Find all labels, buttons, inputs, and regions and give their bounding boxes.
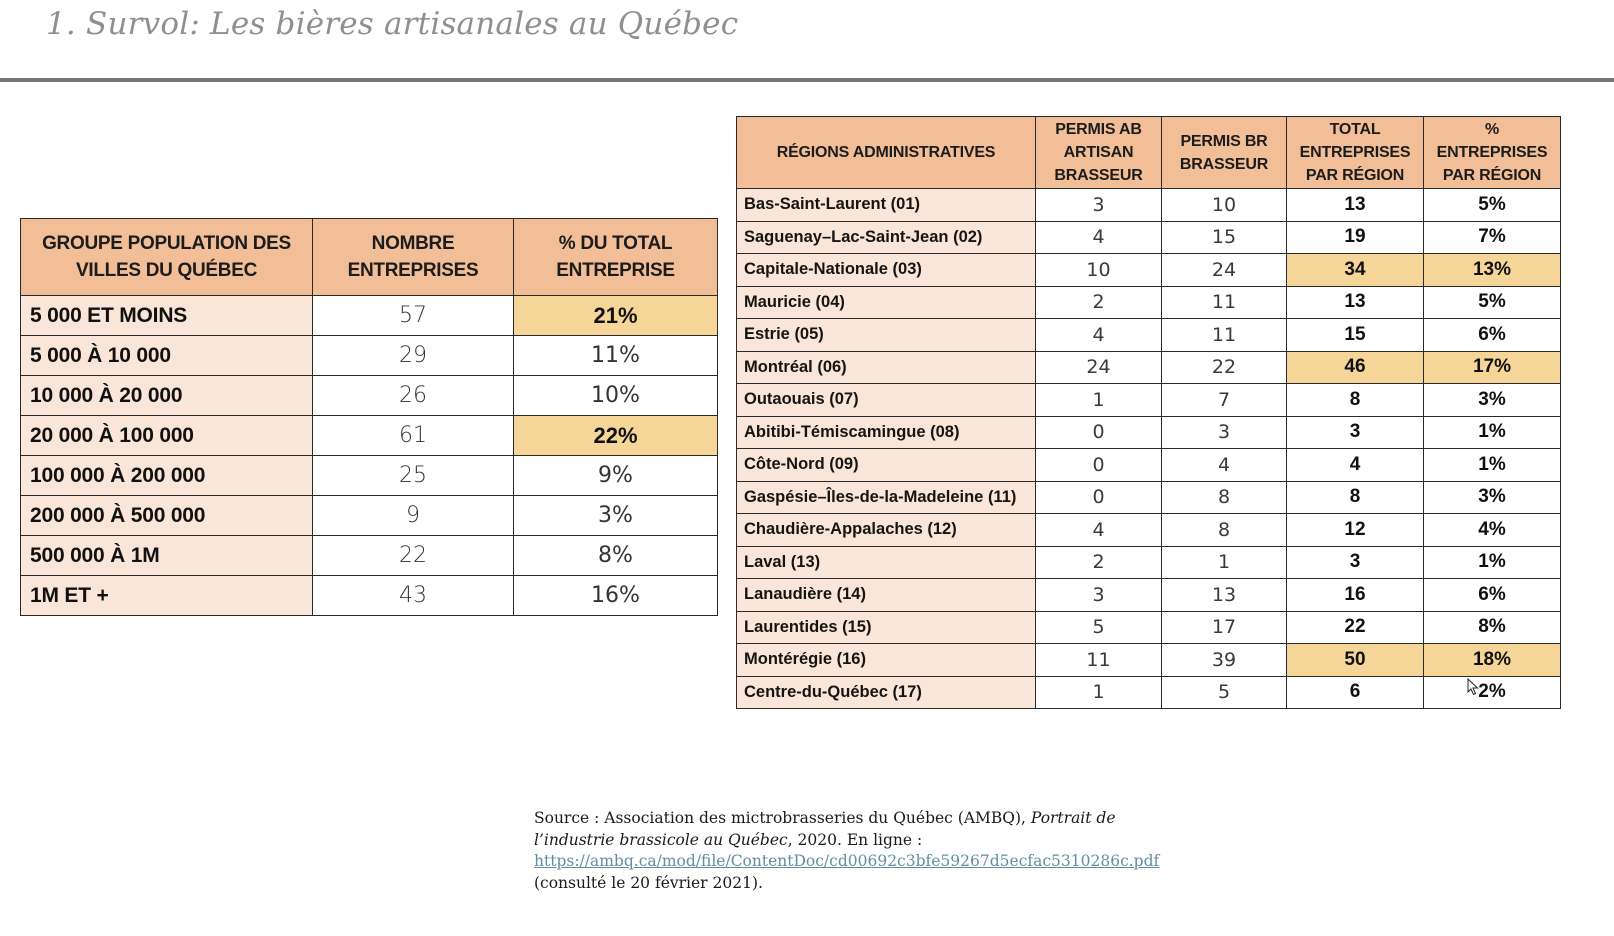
company-count-cell: 29 (313, 336, 514, 376)
company-count-cell: 43 (313, 576, 514, 616)
percent-companies-cell: 2% (1424, 676, 1561, 709)
region-name-cell: Bas-Saint-Laurent (01) (737, 189, 1036, 222)
population-table (20, 218, 718, 616)
permit-br-cell: 3 (1162, 416, 1287, 449)
region-row (737, 644, 1561, 677)
population-row (21, 496, 718, 536)
permit-ab-cell: 2 (1036, 286, 1162, 319)
header-population-group: GROUPE POPULATION DES VILLES DU QUÉBEC (21, 219, 313, 296)
permit-ab-cell: 0 (1036, 481, 1162, 514)
total-companies-cell: 3 (1287, 546, 1424, 579)
permit-br-cell: 8 (1162, 481, 1287, 514)
title-divider (0, 78, 1614, 82)
source-title-part1: Portrait de (1030, 809, 1116, 827)
region-row (737, 611, 1561, 644)
population-group-cell: 5 000 À 10 000 (21, 336, 313, 376)
permit-br-cell: 7 (1162, 384, 1287, 417)
percent-total-cell: 10% (514, 376, 718, 416)
region-name-cell: Outaouais (07) (737, 384, 1036, 417)
permit-br-cell: 13 (1162, 579, 1287, 612)
header-percent-total: % DU TOTAL ENTREPRISE (514, 219, 718, 296)
region-row (737, 319, 1561, 352)
region-name-cell: Abitibi-Témiscamingue (08) (737, 416, 1036, 449)
permit-br-cell: 39 (1162, 644, 1287, 677)
total-companies-cell: 16 (1287, 579, 1424, 612)
slide-title: 1. Survol: Les bières artisanales au Québec (46, 6, 739, 42)
region-name-cell: Laurentides (15) (737, 611, 1036, 644)
region-row (737, 189, 1561, 222)
population-row (21, 296, 718, 336)
source-citation (534, 808, 1174, 894)
permit-ab-cell: 11 (1036, 644, 1162, 677)
header-permit-ab: PERMIS AB ARTISAN BRASSEUR (1036, 117, 1162, 189)
total-companies-cell: 8 (1287, 384, 1424, 417)
region-name-cell: Montérégie (16) (737, 644, 1036, 677)
percent-companies-cell: 3% (1424, 481, 1561, 514)
region-row (737, 221, 1561, 254)
permit-ab-cell: 24 (1036, 351, 1162, 384)
population-row (21, 576, 718, 616)
population-group-cell: 100 000 À 200 000 (21, 456, 313, 496)
percent-companies-cell: 1% (1424, 546, 1561, 579)
region-row (737, 351, 1561, 384)
region-row (737, 579, 1561, 612)
permit-ab-cell: 4 (1036, 221, 1162, 254)
permit-br-cell: 1 (1162, 546, 1287, 579)
mouse-pointer-icon (1467, 678, 1479, 696)
percent-companies-cell: 1% (1424, 416, 1561, 449)
permit-ab-cell: 10 (1036, 254, 1162, 287)
region-name-cell: Laval (13) (737, 546, 1036, 579)
total-companies-cell: 22 (1287, 611, 1424, 644)
total-companies-cell: 4 (1287, 449, 1424, 482)
population-group-cell: 5 000 ET MOINS (21, 296, 313, 336)
percent-companies-cell: 13% (1424, 254, 1561, 287)
percent-companies-cell: 17% (1424, 351, 1561, 384)
population-group-cell: 20 000 À 100 000 (21, 416, 313, 456)
permit-br-cell: 17 (1162, 611, 1287, 644)
region-row (737, 514, 1561, 547)
percent-total-cell: 11% (514, 336, 718, 376)
percent-total-cell: 21% (514, 296, 718, 336)
source-link[interactable]: https://ambq.ca/mod/file/ContentDoc/cd00692c3bfe59267d5ecfac5310286c.pdf (534, 852, 1160, 870)
permit-ab-cell: 1 (1036, 676, 1162, 709)
percent-companies-cell: 5% (1424, 286, 1561, 319)
region-row (737, 384, 1561, 417)
permit-br-cell: 11 (1162, 319, 1287, 352)
percent-companies-cell: 18% (1424, 644, 1561, 677)
percent-total-cell: 16% (514, 576, 718, 616)
total-companies-cell: 13 (1287, 286, 1424, 319)
permit-br-cell: 15 (1162, 221, 1287, 254)
region-row (737, 286, 1561, 319)
percent-companies-cell: 8% (1424, 611, 1561, 644)
company-count-cell: 57 (313, 296, 514, 336)
permit-ab-cell: 3 (1036, 189, 1162, 222)
permit-ab-cell: 5 (1036, 611, 1162, 644)
source-consulted-date: (consulté le 20 février 2021). (534, 873, 763, 892)
total-companies-cell: 50 (1287, 644, 1424, 677)
permit-br-cell: 10 (1162, 189, 1287, 222)
percent-companies-cell: 3% (1424, 384, 1561, 417)
region-name-cell: Montréal (06) (737, 351, 1036, 384)
region-name-cell: Lanaudière (14) (737, 579, 1036, 612)
total-companies-cell: 46 (1287, 351, 1424, 384)
region-table (736, 116, 1561, 709)
population-row (21, 456, 718, 496)
header-total-companies: TOTAL ENTREPRISES PAR RÉGION (1287, 117, 1424, 189)
percent-companies-cell: 5% (1424, 189, 1561, 222)
company-count-cell: 61 (313, 416, 514, 456)
header-company-count: NOMBRE ENTREPRISES (313, 219, 514, 296)
permit-br-cell: 11 (1162, 286, 1287, 319)
percent-companies-cell: 6% (1424, 319, 1561, 352)
region-row (737, 449, 1561, 482)
percent-companies-cell: 4% (1424, 514, 1561, 547)
region-name-cell: Chaudière-Appalaches (12) (737, 514, 1036, 547)
percent-total-cell: 22% (514, 416, 718, 456)
region-name-cell: Mauricie (04) (737, 286, 1036, 319)
population-table-header-row (21, 219, 718, 296)
population-group-cell: 10 000 À 20 000 (21, 376, 313, 416)
percent-total-cell: 8% (514, 536, 718, 576)
percent-companies-cell: 1% (1424, 449, 1561, 482)
header-percent-companies: % ENTREPRISES PAR RÉGION (1424, 117, 1561, 189)
region-name-cell: Centre-du-Québec (17) (737, 676, 1036, 709)
header-permit-br: PERMIS BR BRASSEUR (1162, 117, 1287, 189)
permit-ab-cell: 4 (1036, 514, 1162, 547)
region-row (737, 416, 1561, 449)
source-prefix: Source : Association des mictrobrasseries du Québec (AMBQ), (534, 809, 1031, 827)
region-name-cell: Estrie (05) (737, 319, 1036, 352)
total-companies-cell: 34 (1287, 254, 1424, 287)
permit-br-cell: 24 (1162, 254, 1287, 287)
region-name-cell: Côte-Nord (09) (737, 449, 1036, 482)
total-companies-cell: 12 (1287, 514, 1424, 547)
company-count-cell: 9 (313, 496, 514, 536)
region-name-cell: Saguenay–Lac-Saint-Jean (02) (737, 221, 1036, 254)
company-count-cell: 22 (313, 536, 514, 576)
region-name-cell: Gaspésie–Îles-de-la-Madeleine (11) (737, 481, 1036, 514)
region-name-cell: Capitale-Nationale (03) (737, 254, 1036, 287)
total-companies-cell: 6 (1287, 676, 1424, 709)
permit-br-cell: 5 (1162, 676, 1287, 709)
percent-companies-cell: 7% (1424, 221, 1561, 254)
region-row (737, 254, 1561, 287)
region-table-header-row (737, 117, 1561, 189)
total-companies-cell: 13 (1287, 189, 1424, 222)
permit-br-cell: 4 (1162, 449, 1287, 482)
population-group-cell: 200 000 À 500 000 (21, 496, 313, 536)
population-row (21, 416, 718, 456)
permit-ab-cell: 0 (1036, 449, 1162, 482)
region-row (737, 546, 1561, 579)
company-count-cell: 26 (313, 376, 514, 416)
population-group-cell: 1M ET + (21, 576, 313, 616)
source-title-part2: l’industrie brassicole au Québec (534, 830, 788, 849)
percent-total-cell: 3% (514, 496, 718, 536)
population-group-cell: 500 000 À 1M (21, 536, 313, 576)
total-companies-cell: 15 (1287, 319, 1424, 352)
population-row (21, 536, 718, 576)
percent-total-cell: 9% (514, 456, 718, 496)
permit-ab-cell: 4 (1036, 319, 1162, 352)
company-count-cell: 25 (313, 456, 514, 496)
permit-ab-cell: 0 (1036, 416, 1162, 449)
header-region: RÉGIONS ADMINISTRATIVES (737, 117, 1036, 189)
population-row (21, 376, 718, 416)
permit-ab-cell: 1 (1036, 384, 1162, 417)
region-row (737, 676, 1561, 709)
population-row (21, 336, 718, 376)
region-row (737, 481, 1561, 514)
percent-companies-cell: 6% (1424, 579, 1561, 612)
total-companies-cell: 8 (1287, 481, 1424, 514)
total-companies-cell: 19 (1287, 221, 1424, 254)
permit-br-cell: 8 (1162, 514, 1287, 547)
permit-ab-cell: 3 (1036, 579, 1162, 612)
total-companies-cell: 3 (1287, 416, 1424, 449)
permit-ab-cell: 2 (1036, 546, 1162, 579)
source-suffix: , 2020. En ligne : (787, 830, 923, 849)
permit-br-cell: 22 (1162, 351, 1287, 384)
